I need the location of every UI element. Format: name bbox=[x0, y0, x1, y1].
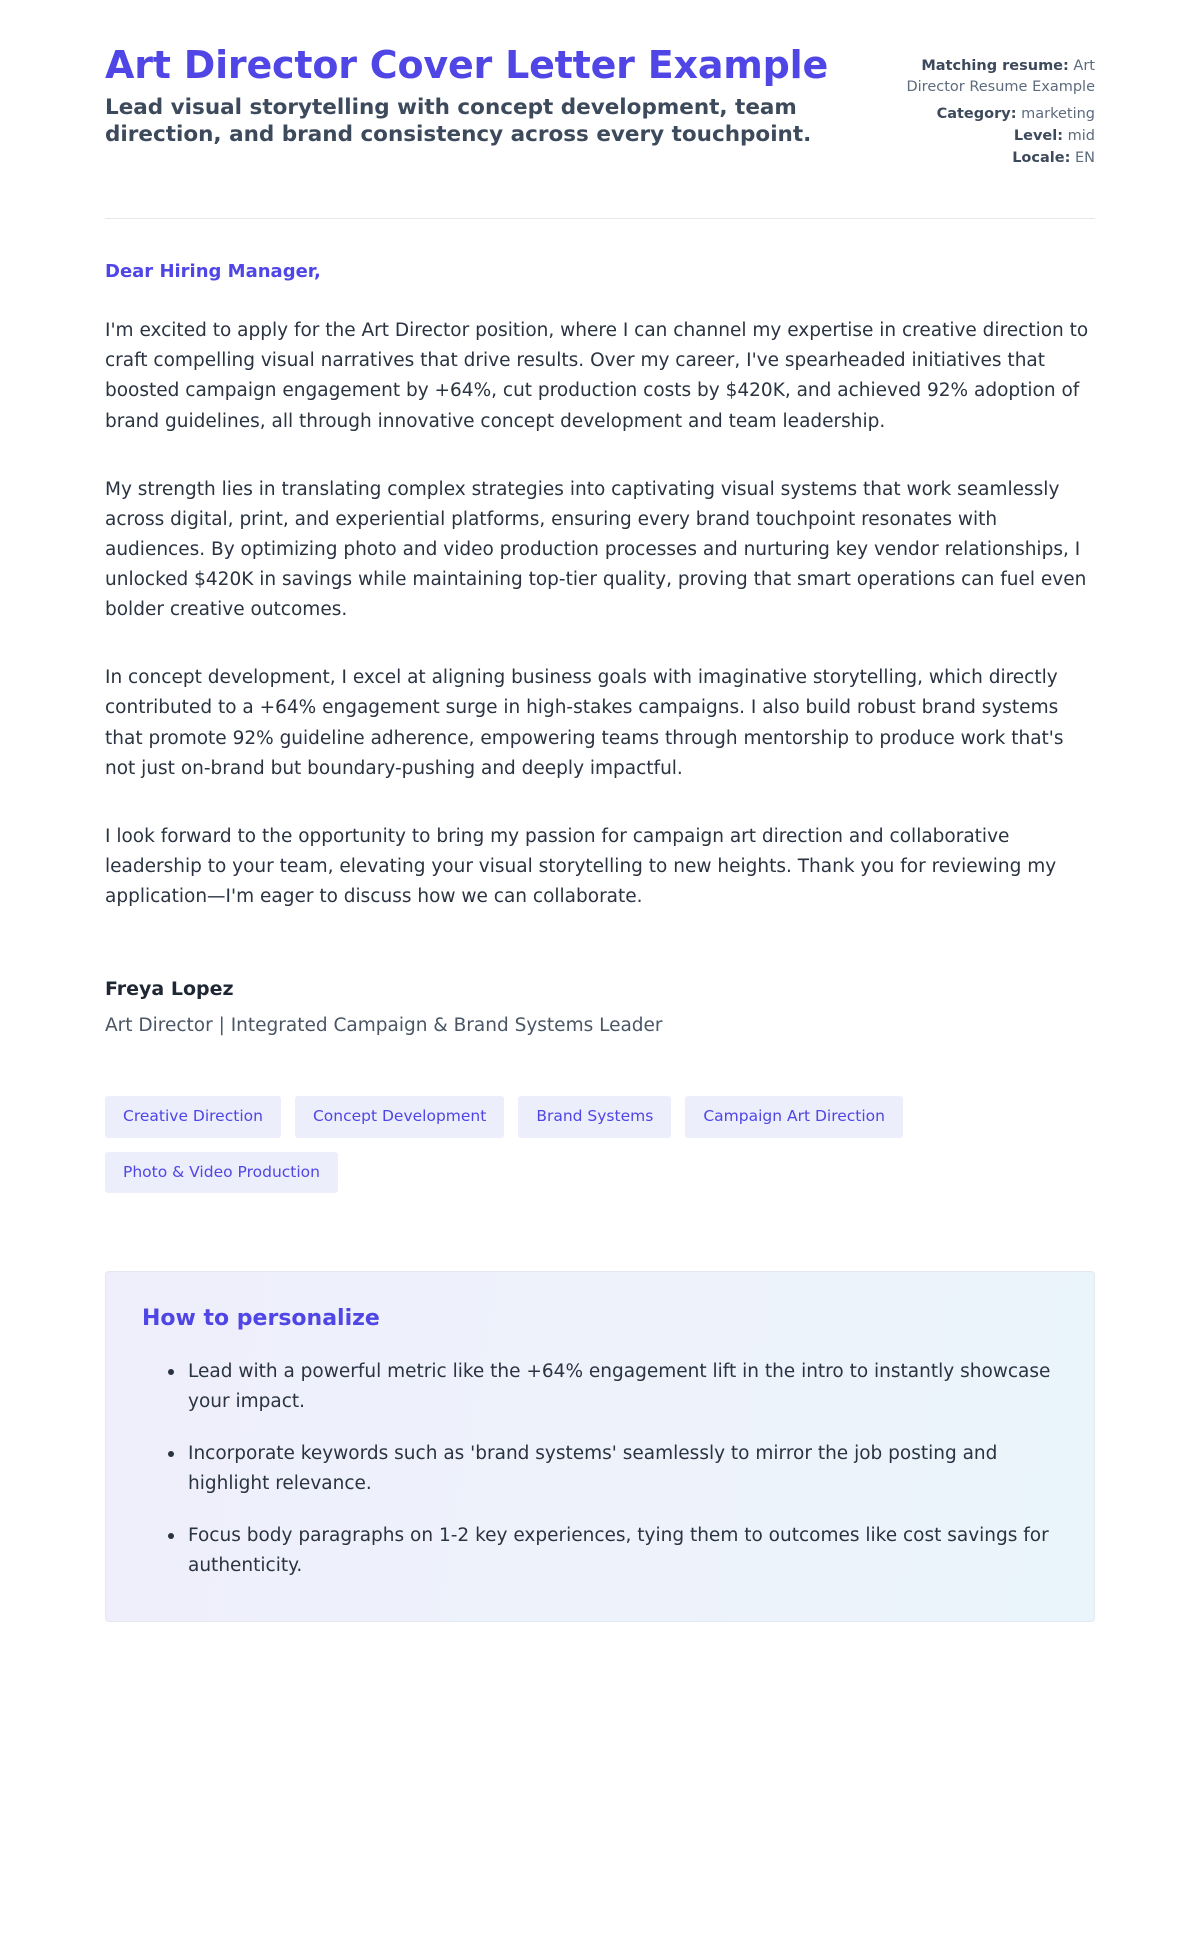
page-title: Art Director Cover Letter Example bbox=[105, 43, 829, 87]
personalize-tip: Lead with a powerful metric like the +64% engagement lift in the intro to instantly showcase your impact. bbox=[168, 1357, 1058, 1417]
meta-level bbox=[890, 126, 1095, 147]
skill-tag-list bbox=[105, 1096, 1005, 1193]
letter-paragraph: My strength lies in translating complex strategies into captivating visual systems that work seamlessly across digital, print, and experiential platforms, ensuring every brand touchpoint resonates with audiences. By optimizing photo and video production processes and nurturing key vendor relationships, I unlocked $420K in savings while maintaining top-tier quality, proving that smart operations can fuel even bolder creative outcomes. bbox=[105, 478, 1087, 621]
personalize-tip: Incorporate keywords such as 'brand systems' seamlessly to mirror the job posting and highlight relevance. bbox=[168, 1439, 1058, 1499]
meta-category-value: marketing bbox=[1021, 106, 1095, 123]
meta-locale-value: EN bbox=[1074, 150, 1095, 167]
letter-paragraph: I'm excited to apply for the Art Director position, where I can channel my expertise in creative direction to craft compelling visual narratives that drive results. Over my career, I've spearheaded initiatives that boosted campaign engagement by +64%, cut production costs by $420K, and achieved 92% adoption of brand guidelines, all through innovative concept development and team leadership. bbox=[105, 320, 1089, 432]
signature-role: Art Director | Integrated Campaign & Brand Systems Leader bbox=[105, 1015, 663, 1037]
meta-matching-resume-value: Art Director Resume Example bbox=[906, 58, 1095, 96]
meta-level-value: mid bbox=[1067, 128, 1095, 145]
signature-name: Freya Lopez bbox=[105, 978, 234, 1001]
skill-tag[interactable]: Campaign Art Direction bbox=[685, 1096, 903, 1138]
letter-salutation: Dear Hiring Manager, bbox=[105, 261, 321, 283]
how-to-personalize-card bbox=[105, 1271, 1095, 1622]
page-header bbox=[105, 43, 1095, 170]
skill-tag[interactable]: Brand Systems bbox=[518, 1096, 671, 1138]
skill-tag[interactable]: Creative Direction bbox=[105, 1096, 281, 1138]
meta-matching-resume-label: Matching resume: bbox=[921, 58, 1069, 74]
skill-tag[interactable]: Concept Development bbox=[295, 1096, 504, 1138]
letter-paragraph: In concept development, I excel at aligning business goals with imaginative storytelling, which directly contributed to a +64% engagement surge in high-stakes campaigns. I also build robust brand systems that promote 92% guideline adherence, empowering teams through mentorship to produce work that's not just on-brand but boundary-pushing and deeply impactful. bbox=[105, 667, 1064, 779]
meta-category bbox=[890, 104, 1095, 125]
page-subtitle: Lead visual storytelling with concept development, team direction, and brand consistency across every touchpoint. bbox=[105, 95, 812, 148]
meta-category-label: Category: bbox=[936, 106, 1017, 123]
personalize-tip-list bbox=[142, 1357, 1058, 1581]
meta-locale bbox=[890, 148, 1095, 169]
meta-locale-label: Locale: bbox=[1012, 150, 1071, 167]
how-to-personalize-title: How to personalize bbox=[142, 1306, 380, 1332]
header-title-block bbox=[105, 43, 850, 148]
letter-body bbox=[105, 219, 1095, 912]
document-metadata bbox=[890, 46, 1095, 170]
personalize-tip: Focus body paragraphs on 1-2 key experiences, tying them to outcomes like cost savings for authenticity. bbox=[168, 1521, 1058, 1581]
meta-matching-resume bbox=[890, 56, 1095, 98]
letter-paragraph: I look forward to the opportunity to bring my passion for campaign art direction and collaborative leadership to your team, elevating your visual storytelling to new heights. Thank you for reviewing my application—I'm eager to discuss how we can collaborate. bbox=[105, 825, 1057, 908]
meta-level-label: Level: bbox=[1013, 128, 1064, 145]
signature-block bbox=[105, 978, 1095, 1036]
skill-tag[interactable]: Photo & Video Production bbox=[105, 1152, 338, 1194]
